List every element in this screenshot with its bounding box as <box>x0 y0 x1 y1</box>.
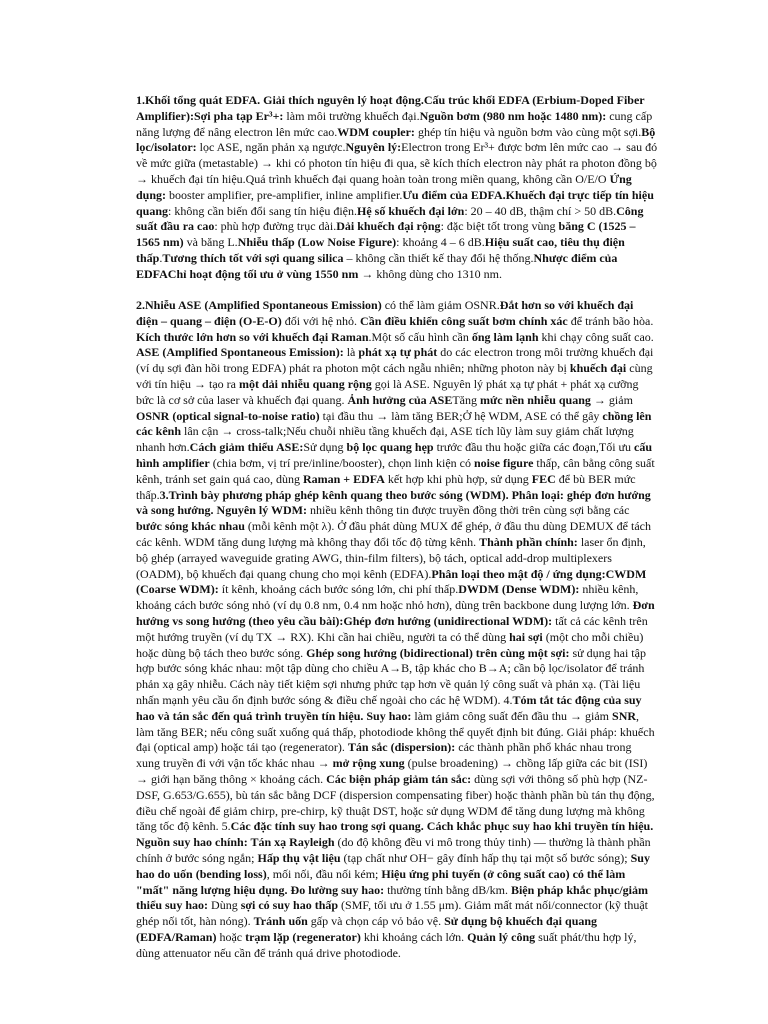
text-run: hoặc <box>216 929 246 944</box>
text-run: : không cần biến đổi sang tín hiệu điện. <box>168 203 357 218</box>
bold-text-run: Nhiễu thấp (Low Noise Figure) <box>237 235 397 250</box>
bold-text-run: Hệ số khuếch đại lớn <box>357 203 465 218</box>
bold-text-run: Nguyên lý: <box>345 140 402 155</box>
bold-text-run: một dải nhiễu quang rộng <box>239 377 372 392</box>
bold-text-run: bộ lọc quang hẹp <box>346 440 434 455</box>
text-run: suất phát/thu hợp lý, dùng attenuator nếu cần để tránh quá drive photodiode. <box>136 929 637 960</box>
bold-text-run: ống làm lạnh <box>471 329 539 344</box>
text-run: . <box>159 250 163 265</box>
text-run: tại đầu thu → làm tăng BER;Ở hệ WDM, ASE có thể gây <box>319 408 603 423</box>
text-run: cùng với tín hiệu → tạo ra <box>136 361 653 392</box>
text-run: do các electron trong môi trường khuếch đại (ví dụ sợi đàn hồi trong EDFA) phát ra photon một cách ngẫu nhiên; những photon này bị <box>136 345 654 376</box>
text-run: gọi là ASE. Nguyên lý phát xạ tự phát + phát xạ cưỡng bức là cơ sở của laser và khuếch đại quang. <box>136 377 639 407</box>
bold-text-run: Hiệu suất cao, tiêu thụ điện thấp <box>136 235 625 265</box>
bold-text-run: ASE (Amplified Spontaneous Emission): <box>136 345 344 360</box>
text-run: Dùng <box>208 898 241 913</box>
text-run: → giảm <box>590 392 633 407</box>
bold-text-run: Bộ lọc/isolator: <box>136 124 656 155</box>
text-run: làm môi trường khuếch đại. <box>283 108 420 123</box>
bold-text-run: FEC <box>531 471 556 486</box>
text-run: Sử dụng <box>303 440 347 455</box>
bold-text-run: Công suất đầu ra cao <box>136 203 644 234</box>
text-run: khi chạy công suất cao. <box>538 329 654 344</box>
text-run: khi khoảng cách lớn. <box>360 929 468 944</box>
text-run: , mối nối, đầu nối kém; <box>266 866 382 881</box>
bold-text-run: phát xạ tự phát <box>358 345 438 360</box>
bold-text-run: Cần điều khiển công suất bơm chính xác <box>360 313 568 328</box>
bold-text-run: chồng lên các kênh <box>136 408 652 439</box>
bold-text-run: Tương thích tốt với sợi quang silica <box>162 250 344 265</box>
bold-text-run: Suy hao do uốn (bending loss) <box>136 850 650 881</box>
text-run: (chia bơm, vị trí pre/inline/booster), chọn linh kiện có <box>209 456 474 471</box>
bold-text-run: Các biện pháp giảm tán sắc: <box>326 771 472 786</box>
text-run: làm giảm công suất đến đầu thu → giảm <box>411 708 613 723</box>
paragraph-edfa-ase <box>136 93 658 283</box>
text-run: thường tính bằng dB/km. <box>384 882 511 897</box>
text-run: trước đầu thu hoặc giữa các đoạn,Tối ưu <box>433 440 635 455</box>
text-run: (tạp chất như OH− gây đỉnh hấp thụ tại một số bước sóng); <box>340 850 631 865</box>
text-run: ghép tín hiệu và nguồn bơm vào cùng một sợi. <box>414 124 642 139</box>
bold-text-run: 3.Trình bày phương pháp ghép kênh quang theo bước sóng (WDM). Phân loại: ghép đơn hướng và song hướng. Nguyên lý WDM: <box>136 487 651 518</box>
bold-text-run: Đơn hướng vs song hướng (theo yêu cầu bài):Ghép đơn hướng (unidirectional WDM): <box>136 598 655 628</box>
text-run: gấp và chọn cáp vỏ bảo vệ. <box>307 914 445 929</box>
bold-text-run: Các đặc tính suy hao trong sợi quang. Cách khắc phục suy hao khi truyền tín hiệu. Nguồn suy hao chính: Tán xạ Rayleigh <box>136 819 654 850</box>
text-run: đối với hệ nhỏ. <box>281 313 361 328</box>
bold-text-run: Tán sắc (dispersion): <box>347 740 456 755</box>
bold-text-run: mở rộng xung <box>332 756 405 771</box>
bold-text-run: trạm lặp (regenerator) <box>245 929 361 944</box>
bold-text-run: noise figure <box>473 456 534 471</box>
bold-text-run: Thành phần chính: <box>479 535 578 550</box>
bold-text-run: Cách giảm thiểu ASE: <box>189 440 304 455</box>
bold-text-run: 2.Nhiễu ASE (Amplified Spontaneous Emission) <box>136 298 382 313</box>
bold-text-run: Nguồn bơm (980 nm hoặc 1480 nm): <box>419 108 607 123</box>
text-run: Electron trong Er³+ được bơm lên mức cao → sau đó về mức giữa (metastable) → khi có photon tín hiệu đi qua, sẽ kích thích electron này phát ra photon đồng bộ → khuếch đại tín hiệu.Quá trình khuếch đại quang hoàn toàn trong miền quang, không cần O/E/O <box>136 140 658 186</box>
text-run: (pulse broadening) → chồng lấp giữa các bit (ISI) → giới hạn băng thông × khoảng cách. <box>136 756 648 786</box>
bold-text-run: Ứng dụng: <box>136 171 632 202</box>
bold-text-run: mức nền nhiễu quang <box>480 392 591 407</box>
text-run: laser ổn định, bộ ghép (arrayed waveguide grating AWG, thin-film filters), bộ tách, optical add-drop multiplexers (OADM), bộ khuếch đại quang chung cho mọi kênh (EDFA). <box>136 535 646 581</box>
bold-text-run: WDM coupler: <box>337 124 415 139</box>
bold-text-run: Raman + EDFA <box>302 471 385 486</box>
text-run: : khoảng 4 – 6 dB. <box>396 235 485 250</box>
bold-text-run: Đắt hơn so với khuếch đại điện – quang – điện (O-E-O) <box>136 298 634 328</box>
text-run: dùng sợi với thông số phù hợp (NZ-DSF, G.653/G.655), bù tán sắc bằng DCF (dispersion compensating fiber) hoặc thành phần bù tán thụ động, điều chế ngoài để giảm chirp, pre-chirp, kỹ thuật DST, hoặc sử dụng WDM để tăng dung lượng mà không tăng tốc độ kênh. 5. <box>136 771 655 834</box>
text-run: (do độ không đều vi mô trong thủy tinh) — thường là thành phần chính ở bước sóng ngắn; <box>136 835 651 865</box>
bold-text-run: Ưu điểm của EDFA.Khuếch đại trực tiếp tín hiệu quang <box>136 187 654 218</box>
text-run: , làm tăng BER; nếu công suất xuống quá thấp, photodiode không thể quyết định bit đúng. Giải pháp: khuếch đại (optical amp) hoặc tái tạo (regenerator). <box>136 708 655 755</box>
text-run: cung cấp năng lượng để nâng electron lên mức cao. <box>136 108 653 139</box>
text-run: thấp, cân bằng công suất kênh, tránh set gain quá cao, dùng <box>136 456 655 486</box>
bold-text-run: Phân loại theo mật độ / ứng dụng:CWDM (Coarse WDM): <box>136 566 647 597</box>
bold-text-run: 1.Khối tổng quát EDFA. Giải thích nguyên lý hoạt động.Cấu trúc khối EDFA (Erbium-Doped Fiber Amplifier):Sợi pha tạp Er³+: <box>136 93 645 123</box>
text-run: kết hợp khi phù hợp, sử dụng <box>384 471 532 486</box>
text-run: .Một số cấu hình cần <box>368 329 472 344</box>
bold-text-run: Kích thước lớn hơn so với khuếch đại Raman <box>136 329 369 344</box>
text-run: (một cho mỗi chiều) hoặc dùng bộ tách theo bước sóng. <box>136 629 644 660</box>
text-run: sử dụng hai tập hợp bước sóng khác nhau: một tập dùng cho chiều A→B, tập khác cho B→A; cần bộ lọc/isolator để tránh phản xạ gây nhiễu. Cách này tiết kiệm sợi nhưng phức tạp hơn về quản lý công suất và phản xạ. (Tài liệu nhấn mạnh yêu cầu ổn định bước sóng & điều chế ngoài cho các hệ WDM). 4. <box>136 645 646 707</box>
bold-text-run: Tóm tắt tác động của suy hao và tán sắc đến quá trình truyền tín hiệu. Suy hao: <box>136 692 642 723</box>
text-run: để bù BER mức thấp. <box>136 471 636 502</box>
text-run: : phù hợp đường trục dài. <box>214 219 337 234</box>
bold-text-run: DWDM (Dense WDM): <box>458 582 580 597</box>
text-run: : đặc biệt tốt trong vùng <box>440 219 559 234</box>
bold-text-run: Tránh uốn <box>253 914 308 929</box>
bold-text-run: Ảnh hưởng của ASE <box>347 392 453 407</box>
bold-text-run: Quản lý công <box>467 929 536 944</box>
text-run: nhiều kênh, khoảng cách bước sóng nhỏ (ví dụ 0.8 nm, 0.4 nm hoặc nhỏ hơn), dùng trên backbone dung lượng lớn. <box>136 582 639 613</box>
text-run: có thể làm giảm OSNR. <box>381 298 500 313</box>
text-run: booster amplifier, pre-amplifier, inline amplifier. <box>166 187 403 202</box>
bold-text-run: Nhược điểm của EDFAChỉ hoạt động tối ưu ở vùng 1550 nm <box>136 250 618 281</box>
bold-text-run: Hấp thụ vật liệu <box>257 850 341 865</box>
paragraph-ase-wdm-loss <box>136 298 658 961</box>
text-run: lân cận → cross-talk;Nếu chuỗi nhiều tầng khuếch đại, ASE tích lũy làm suy giảm chất lượng nhanh hơn. <box>136 424 634 455</box>
bold-text-run: bước sóng khác nhau <box>136 519 245 534</box>
bold-text-run: Dải khuếch đại rộng <box>336 219 441 234</box>
bold-text-run: Hiệu ứng phi tuyến (ở công suất cao) có thể làm "mất" năng lượng hiệu dụng. Đo lường suy hao: <box>136 866 626 897</box>
bold-text-run: sợi có suy hao thấp <box>240 898 339 913</box>
bold-text-run: Biện pháp khắc phục/giảm thiểu suy hao: <box>136 882 648 913</box>
bold-text-run: Sử dụng bộ khuếch đại quang (EDFA/Raman) <box>136 914 598 944</box>
bold-text-run: khuếch đại <box>569 361 627 376</box>
text-run: – không cần thiết kế thay đổi hệ thống. <box>343 250 534 265</box>
bold-text-run: OSNR (optical signal-to-noise ratio) <box>136 408 320 423</box>
text-run: (SMF, tối ưu ở 1.55 μm). Giảm mất mát nối/connector (kỹ thuật ghép nối tốt, hàn nóng). <box>136 898 648 929</box>
bold-text-run: cấu hình amplifier <box>136 440 653 471</box>
bold-text-run: hai sợi <box>509 629 543 644</box>
text-run: (mỗi kênh một λ). Ở đầu phát dùng MUX để ghép, ở đầu thu dùng DEMUX để tách các kênh. WDM tăng dung lượng mà không thay đổi tốc độ từng kênh. <box>136 519 651 550</box>
text-run: là <box>343 345 359 360</box>
text-run: và băng L. <box>183 235 238 250</box>
bold-text-run: băng C (1525 – 1565 nm) <box>136 219 636 250</box>
text-run: nhiều kênh thông tin được truyền đồng thời trên cùng sợi bằng các <box>306 503 630 518</box>
bold-text-run: Ghép song hướng (bidirectional) trên cùng một sợi: <box>306 645 570 660</box>
text-run: các thành phần phổ khác nhau trong xung truyền đi với vận tốc khác nhau → <box>136 740 632 771</box>
text-run: → không dùng cho 1310 nm. <box>358 266 503 281</box>
bold-text-run: SNR <box>612 708 637 723</box>
text-run: để tránh bão hòa. <box>567 313 654 328</box>
text-run: : 20 – 40 dB, thậm chí > 50 dB. <box>464 203 617 218</box>
text-run: ít kênh, khoảng cách bước sóng lớn, chi phí thấp. <box>218 582 459 597</box>
text-run: lọc ASE, ngăn phản xạ ngược. <box>196 140 346 155</box>
text-run: Tăng <box>452 392 480 407</box>
text-run: tất cả các kênh trên một hướng truyền (ví dụ TX → RX). Khi cần hai chiều, người ta có thể dùng <box>136 614 648 644</box>
